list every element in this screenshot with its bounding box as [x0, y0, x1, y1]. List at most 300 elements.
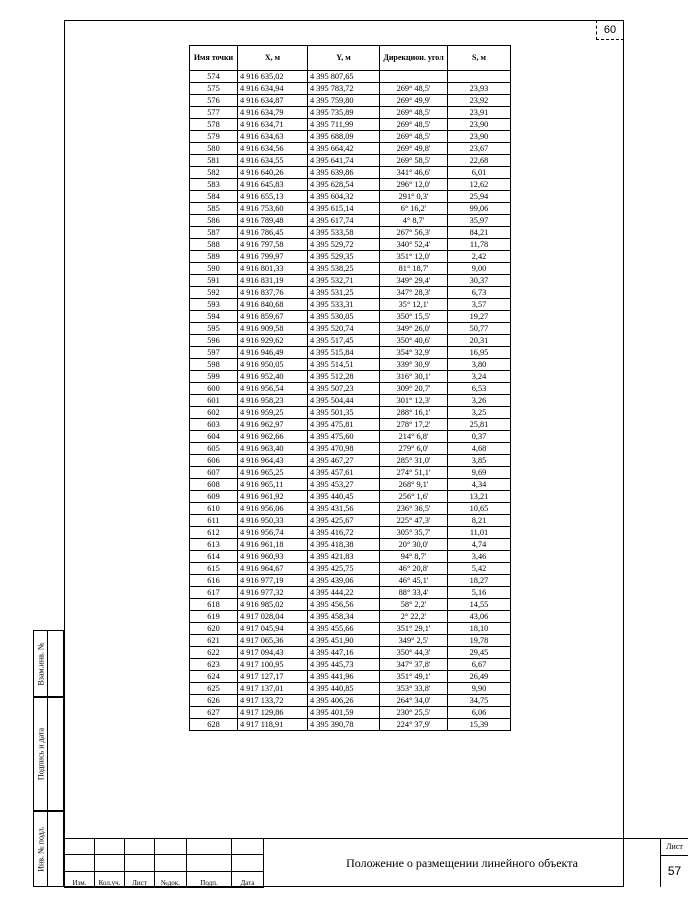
- cell-direction-angle: 296° 12,0': [380, 179, 448, 191]
- cell-y: 4 395 532,71: [308, 275, 380, 287]
- cell-y: 4 395 453,27: [308, 479, 380, 491]
- table-row: [190, 71, 511, 83]
- cell-direction-angle: 214° 6,8': [380, 431, 448, 443]
- cell-x: 4 916 859,67: [238, 311, 308, 323]
- table-row: [190, 191, 511, 203]
- cell-y: 4 395 456,56: [308, 599, 380, 611]
- cell-y: 4 395 470,98: [308, 443, 380, 455]
- cell-distance: 6,01: [448, 167, 511, 179]
- cell-y: 4 395 514,51: [308, 359, 380, 371]
- cell-point-name: 579: [190, 131, 238, 143]
- cell-y: 4 395 529,72: [308, 239, 380, 251]
- table-row: [190, 83, 511, 95]
- table-row: [190, 707, 511, 719]
- cell-point-name: 599: [190, 371, 238, 383]
- cell-x: 4 917 028,04: [238, 611, 308, 623]
- cell-distance: 2,42: [448, 251, 511, 263]
- cell-point-name: 580: [190, 143, 238, 155]
- table-row: [190, 659, 511, 671]
- cell-direction-angle: 81° 18,7': [380, 263, 448, 275]
- table-row: [190, 455, 511, 467]
- cell-x: 4 916 634,63: [238, 131, 308, 143]
- table-row: [190, 203, 511, 215]
- table-row: [190, 335, 511, 347]
- cell-y: 4 395 416,72: [308, 527, 380, 539]
- cell-y: 4 395 457,61: [308, 467, 380, 479]
- cell-x: 4 916 634,55: [238, 155, 308, 167]
- cell-point-name: 617: [190, 587, 238, 599]
- cell-distance: 15,39: [448, 719, 511, 731]
- cell-x: 4 916 645,83: [238, 179, 308, 191]
- cell-y: 4 395 451,90: [308, 635, 380, 647]
- cell-direction-angle: 58° 2,2': [380, 599, 448, 611]
- cell-point-name: 619: [190, 611, 238, 623]
- cell-direction-angle: 269° 58,5': [380, 155, 448, 167]
- cell-direction-angle: 46° 45,1': [380, 575, 448, 587]
- cell-distance: 35,97: [448, 215, 511, 227]
- cell-y: 4 395 425,67: [308, 515, 380, 527]
- cell-y: 4 395 517,45: [308, 335, 380, 347]
- cell-point-name: 591: [190, 275, 238, 287]
- table-row: [190, 467, 511, 479]
- cell-direction-angle: 341° 46,6': [380, 167, 448, 179]
- cell-x: 4 916 634,94: [238, 83, 308, 95]
- cell-point-name: 623: [190, 659, 238, 671]
- cell-y: 4 395 475,81: [308, 419, 380, 431]
- cell-y: 4 395 512,28: [308, 371, 380, 383]
- cell-y: 4 395 418,38: [308, 539, 380, 551]
- cell-direction-angle: 278° 17,2': [380, 419, 448, 431]
- table-row: [190, 551, 511, 563]
- cell-direction-angle: 88° 33,4': [380, 587, 448, 599]
- table-row: [190, 119, 511, 131]
- cell-x: 4 916 655,13: [238, 191, 308, 203]
- cell-distance: 10,65: [448, 503, 511, 515]
- table-row: [190, 719, 511, 731]
- cell-y: 4 395 628,54: [308, 179, 380, 191]
- cell-point-name: 592: [190, 287, 238, 299]
- cell-distance: 23,93: [448, 83, 511, 95]
- cell-y: 4 395 458,34: [308, 611, 380, 623]
- table-row: [190, 131, 511, 143]
- cell-point-name: 584: [190, 191, 238, 203]
- table-row: [190, 347, 511, 359]
- side-label-inventory: Инв. № подл.: [36, 826, 45, 872]
- cell-distance: 4,74: [448, 539, 511, 551]
- cell-direction-angle: 353° 33,8': [380, 683, 448, 695]
- cell-direction-angle: 6° 16,2': [380, 203, 448, 215]
- cell-direction-angle: 94° 8,7': [380, 551, 448, 563]
- table-row: [190, 527, 511, 539]
- cell-y: 4 395 440,85: [308, 683, 380, 695]
- document-title-text: Положение о размещении линейного объекта: [346, 855, 578, 870]
- sheet-number: 57: [667, 864, 682, 878]
- cell-y: 4 395 431,56: [308, 503, 380, 515]
- cell-y: 4 395 447,16: [308, 647, 380, 659]
- cell-y: 4 395 617,74: [308, 215, 380, 227]
- table-row: [190, 575, 511, 587]
- header-direction-angle: Дирекцион. угол: [380, 46, 448, 71]
- cell-distance: 19,78: [448, 635, 511, 647]
- cell-point-name: 628: [190, 719, 238, 731]
- cell-direction-angle: 316° 30,1': [380, 371, 448, 383]
- table-row: [190, 359, 511, 371]
- table-row: [190, 611, 511, 623]
- cell-point-name: 575: [190, 83, 238, 95]
- cell-point-name: 606: [190, 455, 238, 467]
- cell-point-name: 622: [190, 647, 238, 659]
- table-row: [190, 635, 511, 647]
- table-row: [190, 275, 511, 287]
- table-row: [190, 311, 511, 323]
- table-row: [190, 587, 511, 599]
- cell-distance: 16,95: [448, 347, 511, 359]
- cell-distance: 3,80: [448, 359, 511, 371]
- cell-direction-angle: 347° 28,3': [380, 287, 448, 299]
- cell-y: 4 395 783,72: [308, 83, 380, 95]
- cell-distance: 23,90: [448, 119, 511, 131]
- cell-direction-angle: 347° 37,8': [380, 659, 448, 671]
- cell-y: 4 395 501,35: [308, 407, 380, 419]
- cell-distance: 6,73: [448, 287, 511, 299]
- cell-point-name: 588: [190, 239, 238, 251]
- cell-direction-angle: 269° 48,5': [380, 107, 448, 119]
- table-row: [190, 479, 511, 491]
- cell-point-name: 596: [190, 335, 238, 347]
- cell-distance: 20,31: [448, 335, 511, 347]
- cell-distance: 3,25: [448, 407, 511, 419]
- stamp-col-signature: Подп.: [187, 872, 232, 888]
- cell-y: 4 395 530,05: [308, 311, 380, 323]
- cell-distance: 5,42: [448, 563, 511, 575]
- table-row: [190, 647, 511, 659]
- cell-point-name: 581: [190, 155, 238, 167]
- cell-point-name: 607: [190, 467, 238, 479]
- cell-y: 4 395 604,32: [308, 191, 380, 203]
- cell-point-name: 577: [190, 107, 238, 119]
- cell-point-name: 616: [190, 575, 238, 587]
- cell-x: 4 916 961,18: [238, 539, 308, 551]
- cell-point-name: 613: [190, 539, 238, 551]
- cell-direction-angle: 268° 9,1': [380, 479, 448, 491]
- sheet-box: [660, 838, 688, 887]
- table-row: [190, 155, 511, 167]
- cell-point-name: 611: [190, 515, 238, 527]
- table-header-row: [190, 46, 511, 71]
- cell-direction-angle: 225° 47,3': [380, 515, 448, 527]
- cell-distance: 3,24: [448, 371, 511, 383]
- cell-y: 4 395 507,23: [308, 383, 380, 395]
- cell-distance: 26,49: [448, 671, 511, 683]
- cell-x: 4 916 963,40: [238, 443, 308, 455]
- table-row: [190, 395, 511, 407]
- cell-x: 4 916 801,33: [238, 263, 308, 275]
- coordinates-table: [189, 45, 511, 731]
- stamp-col-count: Кол.уч.: [95, 872, 125, 888]
- cell-x: 4 916 956,54: [238, 383, 308, 395]
- cell-point-name: 627: [190, 707, 238, 719]
- cell-point-name: 590: [190, 263, 238, 275]
- stamp-col-docnum: №док.: [155, 872, 187, 888]
- table-row: [190, 179, 511, 191]
- cell-x: 4 916 789,48: [238, 215, 308, 227]
- cell-distance: 4,68: [448, 443, 511, 455]
- table-row: [190, 239, 511, 251]
- cell-direction-angle: 236° 36,5': [380, 503, 448, 515]
- table-row: [190, 419, 511, 431]
- cell-x: 4 916 831,19: [238, 275, 308, 287]
- cell-direction-angle: 269° 48,5': [380, 83, 448, 95]
- table-row: [190, 695, 511, 707]
- cell-y: 4 395 445,73: [308, 659, 380, 671]
- cell-point-name: 576: [190, 95, 238, 107]
- cell-direction-angle: 264° 34,0': [380, 695, 448, 707]
- cell-direction-angle: 350° 15,5': [380, 311, 448, 323]
- cell-x: 4 916 964,67: [238, 563, 308, 575]
- table-row: [190, 371, 511, 383]
- cell-direction-angle: 305° 35,7': [380, 527, 448, 539]
- cell-point-name: 604: [190, 431, 238, 443]
- cell-distance: 3,46: [448, 551, 511, 563]
- cell-distance: 18,27: [448, 575, 511, 587]
- cell-point-name: 589: [190, 251, 238, 263]
- cell-x: 4 917 137,01: [238, 683, 308, 695]
- cell-x: 4 917 133,72: [238, 695, 308, 707]
- cell-x: 4 916 985,02: [238, 599, 308, 611]
- table-row: [190, 383, 511, 395]
- cell-distance: 19,27: [448, 311, 511, 323]
- cell-direction-angle: 309° 20,7': [380, 383, 448, 395]
- table-row: [190, 683, 511, 695]
- cell-x: 4 916 960,93: [238, 551, 308, 563]
- table-row: [190, 287, 511, 299]
- cell-x: 4 916 799,97: [238, 251, 308, 263]
- cell-point-name: 624: [190, 671, 238, 683]
- cell-x: 4 916 786,45: [238, 227, 308, 239]
- side-box-signature: [33, 697, 64, 811]
- cell-distance: 23,91: [448, 107, 511, 119]
- cell-point-name: 595: [190, 323, 238, 335]
- cell-x: 4 916 959,25: [238, 407, 308, 419]
- cell-y: 4 395 515,84: [308, 347, 380, 359]
- cell-y: 4 395 455,66: [308, 623, 380, 635]
- cell-point-name: 625: [190, 683, 238, 695]
- cell-distance: 13,21: [448, 491, 511, 503]
- cell-distance: 34,75: [448, 695, 511, 707]
- cell-direction-angle: 351° 12,0': [380, 251, 448, 263]
- cell-point-name: 614: [190, 551, 238, 563]
- header-x: X, м: [238, 46, 308, 71]
- cell-x: 4 916 640,26: [238, 167, 308, 179]
- cell-x: 4 916 977,32: [238, 587, 308, 599]
- cell-y: 4 395 444,22: [308, 587, 380, 599]
- cell-direction-angle: 349° 2,5': [380, 635, 448, 647]
- cell-y: 4 395 529,35: [308, 251, 380, 263]
- cell-direction-angle: 351° 29,1': [380, 623, 448, 635]
- cell-x: 4 916 977,19: [238, 575, 308, 587]
- cell-point-name: 586: [190, 215, 238, 227]
- table-row: [190, 323, 511, 335]
- cell-x: 4 916 958,23: [238, 395, 308, 407]
- cell-point-name: 610: [190, 503, 238, 515]
- cell-x: 4 916 962,97: [238, 419, 308, 431]
- cell-point-name: 626: [190, 695, 238, 707]
- cell-y: 4 395 504,44: [308, 395, 380, 407]
- cell-direction-angle: 267° 56,3': [380, 227, 448, 239]
- cell-point-name: 582: [190, 167, 238, 179]
- cell-direction-angle: 20° 30,0': [380, 539, 448, 551]
- table-row: [190, 167, 511, 179]
- cell-y: 4 395 467,27: [308, 455, 380, 467]
- cell-distance: 11,78: [448, 239, 511, 251]
- cell-distance: 25,94: [448, 191, 511, 203]
- cell-distance: 23,90: [448, 131, 511, 143]
- cell-x: 4 916 952,40: [238, 371, 308, 383]
- cell-x: 4 916 797,58: [238, 239, 308, 251]
- table-row: [190, 299, 511, 311]
- cell-direction-angle: 274° 51,1': [380, 467, 448, 479]
- cell-x: 4 916 634,87: [238, 95, 308, 107]
- cell-distance: 23,67: [448, 143, 511, 155]
- cell-y: 4 395 425,75: [308, 563, 380, 575]
- cell-y: 4 395 533,58: [308, 227, 380, 239]
- cell-x: 4 916 635,02: [238, 71, 308, 83]
- cell-y: 4 395 538,25: [308, 263, 380, 275]
- cell-direction-angle: 354° 32,9': [380, 347, 448, 359]
- cell-x: 4 916 634,79: [238, 107, 308, 119]
- cell-direction-angle: [380, 71, 448, 83]
- cell-y: 4 395 688,09: [308, 131, 380, 143]
- table-row: [190, 431, 511, 443]
- cell-distance: 11,01: [448, 527, 511, 539]
- cell-distance: 0,37: [448, 431, 511, 443]
- revision-grid: [64, 838, 264, 888]
- cell-point-name: 600: [190, 383, 238, 395]
- side-label-replacement: Взам.инв. №: [36, 641, 45, 686]
- side-box-inventory: [33, 811, 64, 887]
- cell-x: 4 917 100,95: [238, 659, 308, 671]
- cell-direction-angle: 269° 48,5': [380, 131, 448, 143]
- cell-distance: 3,85: [448, 455, 511, 467]
- side-label-signature: Подпись и дата: [36, 727, 45, 781]
- cell-x: 4 916 840,68: [238, 299, 308, 311]
- cell-y: 4 395 639,86: [308, 167, 380, 179]
- cell-x: 4 917 118,91: [238, 719, 308, 731]
- cell-y: 4 395 711,99: [308, 119, 380, 131]
- cell-x: 4 916 962,66: [238, 431, 308, 443]
- cell-direction-angle: 230° 25,5': [380, 707, 448, 719]
- cell-x: 4 917 127,17: [238, 671, 308, 683]
- cell-y: 4 395 390,78: [308, 719, 380, 731]
- cell-distance: 3,57: [448, 299, 511, 311]
- table-row: [190, 263, 511, 275]
- cell-y: 4 395 531,25: [308, 287, 380, 299]
- cell-direction-angle: 4° 8,7': [380, 215, 448, 227]
- cell-distance: 50,77: [448, 323, 511, 335]
- cell-x: 4 916 965,25: [238, 467, 308, 479]
- cell-point-name: 608: [190, 479, 238, 491]
- cell-distance: 6,06: [448, 707, 511, 719]
- cell-direction-angle: 339° 30,9': [380, 359, 448, 371]
- table-row: [190, 143, 511, 155]
- cell-direction-angle: 288° 16,1': [380, 407, 448, 419]
- table-row: [190, 503, 511, 515]
- cell-y: 4 395 615,14: [308, 203, 380, 215]
- table-row: [190, 515, 511, 527]
- cell-x: 4 916 956,06: [238, 503, 308, 515]
- page-number-top: 60: [596, 20, 624, 40]
- table-row: [190, 95, 511, 107]
- cell-distance: 14,55: [448, 599, 511, 611]
- cell-distance: 84,21: [448, 227, 511, 239]
- cell-x: 4 916 753,60: [238, 203, 308, 215]
- cell-y: 4 395 520,74: [308, 323, 380, 335]
- table-row: [190, 215, 511, 227]
- cell-y: 4 395 641,74: [308, 155, 380, 167]
- table-row: [190, 107, 511, 119]
- cell-distance: 3,26: [448, 395, 511, 407]
- cell-distance: 43,06: [448, 611, 511, 623]
- cell-direction-angle: 291° 0,3': [380, 191, 448, 203]
- cell-distance: 6,53: [448, 383, 511, 395]
- table-row: [190, 599, 511, 611]
- cell-point-name: 594: [190, 311, 238, 323]
- cell-point-name: 597: [190, 347, 238, 359]
- cell-x: 4 916 634,56: [238, 143, 308, 155]
- cell-point-name: 618: [190, 599, 238, 611]
- cell-y: 4 395 421,83: [308, 551, 380, 563]
- cell-distance: 99,06: [448, 203, 511, 215]
- cell-direction-angle: 351° 49,1': [380, 671, 448, 683]
- table-row: [190, 443, 511, 455]
- stamp-col-date: Дата: [232, 872, 264, 888]
- cell-point-name: 574: [190, 71, 238, 83]
- cell-point-name: 602: [190, 407, 238, 419]
- cell-point-name: 620: [190, 623, 238, 635]
- cell-distance: 29,45: [448, 647, 511, 659]
- cell-point-name: 585: [190, 203, 238, 215]
- cell-direction-angle: 35° 12,1': [380, 299, 448, 311]
- cell-direction-angle: 350° 44,3': [380, 647, 448, 659]
- cell-x: 4 916 965,11: [238, 479, 308, 491]
- cell-x: 4 916 929,62: [238, 335, 308, 347]
- cell-y: 4 395 533,31: [308, 299, 380, 311]
- cell-point-name: 593: [190, 299, 238, 311]
- cell-y: 4 395 475,60: [308, 431, 380, 443]
- cell-direction-angle: 269° 49,8': [380, 143, 448, 155]
- cell-x: 4 917 094,43: [238, 647, 308, 659]
- cell-distance: 9,90: [448, 683, 511, 695]
- cell-direction-angle: 46° 20,8': [380, 563, 448, 575]
- cell-direction-angle: 340° 52,4': [380, 239, 448, 251]
- cell-distance: 22,68: [448, 155, 511, 167]
- table-row: [190, 227, 511, 239]
- stamp-col-sheet: Лист: [125, 872, 155, 888]
- cell-point-name: 612: [190, 527, 238, 539]
- cell-distance: 4,34: [448, 479, 511, 491]
- cell-point-name: 587: [190, 227, 238, 239]
- cell-x: 4 916 909,58: [238, 323, 308, 335]
- cell-direction-angle: 279° 6,0': [380, 443, 448, 455]
- header-y: Y, м: [308, 46, 380, 71]
- cell-distance: 12,62: [448, 179, 511, 191]
- cell-direction-angle: 349° 29,4': [380, 275, 448, 287]
- cell-y: 4 395 441,96: [308, 671, 380, 683]
- cell-point-name: 601: [190, 395, 238, 407]
- cell-direction-angle: 269° 48,5': [380, 119, 448, 131]
- cell-x: 4 916 950,33: [238, 515, 308, 527]
- cell-y: 4 395 664,42: [308, 143, 380, 155]
